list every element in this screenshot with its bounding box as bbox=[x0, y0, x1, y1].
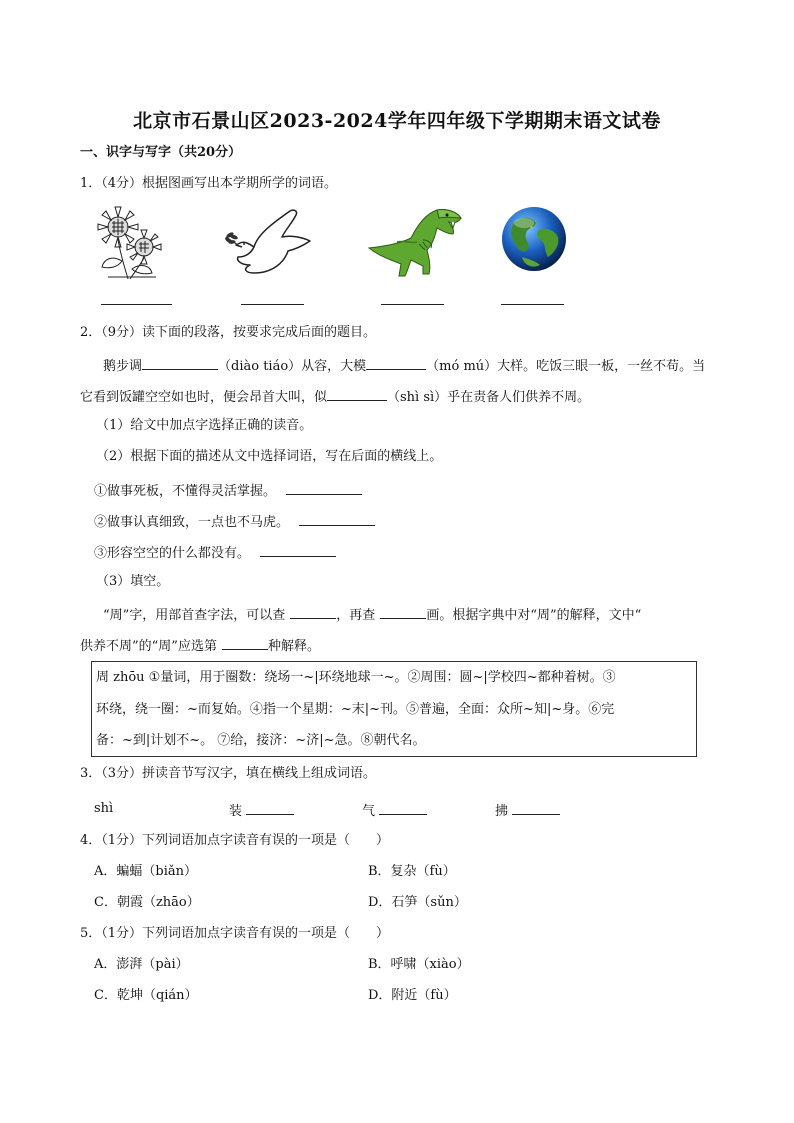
answer-blank[interactable] bbox=[246, 801, 294, 815]
q2-item-3 bbox=[94, 543, 336, 562]
dove-image bbox=[224, 207, 314, 277]
q3-word-3 bbox=[495, 801, 560, 820]
dinosaur-image bbox=[367, 204, 463, 278]
answer-blank[interactable] bbox=[512, 801, 560, 815]
sunflower-image bbox=[94, 203, 166, 281]
q2-text: （mó mú）大样。吃饭三眼一板，一丝不苟。当 bbox=[426, 359, 706, 374]
fill-text: ，再查 bbox=[336, 608, 376, 623]
definition-line-1: 周 zhōu ①量词，用于圈数：绕场一~|环绕地球一~。②周围：圆~|学校四~都种着树。③ bbox=[96, 670, 616, 685]
q4-stem: 4．（1分）下列词语加点字读音有误的一项是（ ） bbox=[80, 833, 390, 848]
dictionary-definition-box bbox=[91, 661, 697, 757]
q2-fill-line-1 bbox=[103, 605, 641, 624]
q2-paragraph-line-1 bbox=[103, 356, 705, 375]
answer-blank[interactable] bbox=[379, 801, 427, 815]
q2-item-1 bbox=[94, 481, 362, 500]
answer-line-4[interactable] bbox=[501, 304, 564, 305]
blank-strokes[interactable] bbox=[380, 605, 426, 619]
fill-text: 种解释。 bbox=[267, 639, 320, 654]
earth-globe-image bbox=[500, 205, 568, 273]
blank-shisi[interactable] bbox=[327, 387, 387, 401]
answer-line-2[interactable] bbox=[241, 304, 304, 305]
fill-text: 画。根据字典中对“周”的解释，文中“ bbox=[426, 608, 642, 623]
blank-diaotiao[interactable] bbox=[142, 356, 218, 370]
q2-text: （shì sì）乎在责备人们供养不周。 bbox=[387, 390, 591, 405]
answer-blank[interactable] bbox=[286, 481, 362, 495]
q4-option-b[interactable]: B．复杂（fù） bbox=[368, 864, 456, 879]
q2-sub1: （1）给文中加点字选择正确的读音。 bbox=[96, 418, 313, 433]
blank-radical[interactable] bbox=[290, 605, 336, 619]
q5-option-a[interactable]: A．澎湃（pài） bbox=[94, 957, 189, 972]
definition-line-3: 备：~到|计划不~。 ⑦给，接济：~济|~急。⑧朝代名。 bbox=[96, 733, 426, 748]
q2-text: 它看到饭罐空空如也时，便会昂首大叫，似 bbox=[80, 390, 328, 405]
q3-word-1 bbox=[229, 801, 294, 820]
q3-word-2 bbox=[362, 801, 427, 820]
q2-sub2: （2）根据下面的描述从文中选择词语，写在后面的横线上。 bbox=[96, 449, 443, 464]
fill-text: “周”字，用部首查字法，可以查 bbox=[103, 608, 286, 623]
fill-text: 供养不周”的“周”应选第 bbox=[80, 639, 217, 654]
word-text: 气 bbox=[362, 804, 376, 819]
word-text: 装 bbox=[229, 804, 243, 819]
word-text: 拂 bbox=[495, 804, 509, 819]
answer-line-1[interactable] bbox=[101, 304, 172, 305]
q2-fill-line-2 bbox=[80, 636, 320, 655]
q5-stem: 5．（1分）下列词语加点字读音有误的一项是（ ） bbox=[80, 926, 390, 941]
answer-blank[interactable] bbox=[260, 543, 336, 557]
q5-option-b[interactable]: B．呼啸（xiào） bbox=[368, 957, 470, 972]
q4-option-d[interactable]: D．石笋（sǔn） bbox=[368, 895, 467, 910]
definition-line-2: 环绕，绕一圈：~而复始。④指一个星期：~末|~刊。⑤普遍，全面：众所~知|~身。⑥完 bbox=[96, 702, 615, 717]
section-heading: 一、识字与写字（共20分） bbox=[80, 145, 242, 160]
q5-option-c[interactable]: C．乾坤（qián） bbox=[94, 988, 198, 1003]
q2-paragraph-line-2 bbox=[80, 387, 590, 406]
q2-text: （diào tiáo）从容，大模 bbox=[218, 359, 367, 374]
q2-text: 鹅步调 bbox=[103, 359, 143, 374]
q2-sub3: （3）填空。 bbox=[96, 574, 170, 589]
item-text: ③形容空空的什么都没有。 bbox=[94, 546, 251, 561]
q4-option-c[interactable]: C．朝霞（zhāo） bbox=[94, 895, 200, 910]
q2-item-2 bbox=[94, 512, 375, 531]
blank-mumu[interactable] bbox=[366, 356, 426, 370]
q2-stem: 2．（9分）读下面的段落，按要求完成后面的题目。 bbox=[80, 325, 377, 340]
q3-stem: 3．（3分）拼读音节写汉字，填在横线上组成词语。 bbox=[80, 766, 377, 781]
item-text: ②做事认真细致，一点也不马虎。 bbox=[94, 515, 290, 530]
q3-pinyin: shì bbox=[94, 801, 114, 816]
blank-definition[interactable] bbox=[222, 636, 268, 650]
q1-stem: 1．（4分）根据图画写出本学期所学的词语。 bbox=[80, 176, 338, 191]
item-text: ①做事死板，不懂得灵活掌握。 bbox=[94, 484, 277, 499]
answer-blank[interactable] bbox=[299, 512, 375, 526]
q5-option-d[interactable]: D．附近（fù） bbox=[368, 988, 457, 1003]
q4-option-a[interactable]: A．蝙蝠（biǎn） bbox=[94, 864, 197, 879]
page-title: 北京市石景山区2023-2024学年四年级下学期期末语文试卷 bbox=[133, 110, 661, 132]
answer-line-3[interactable] bbox=[381, 304, 444, 305]
